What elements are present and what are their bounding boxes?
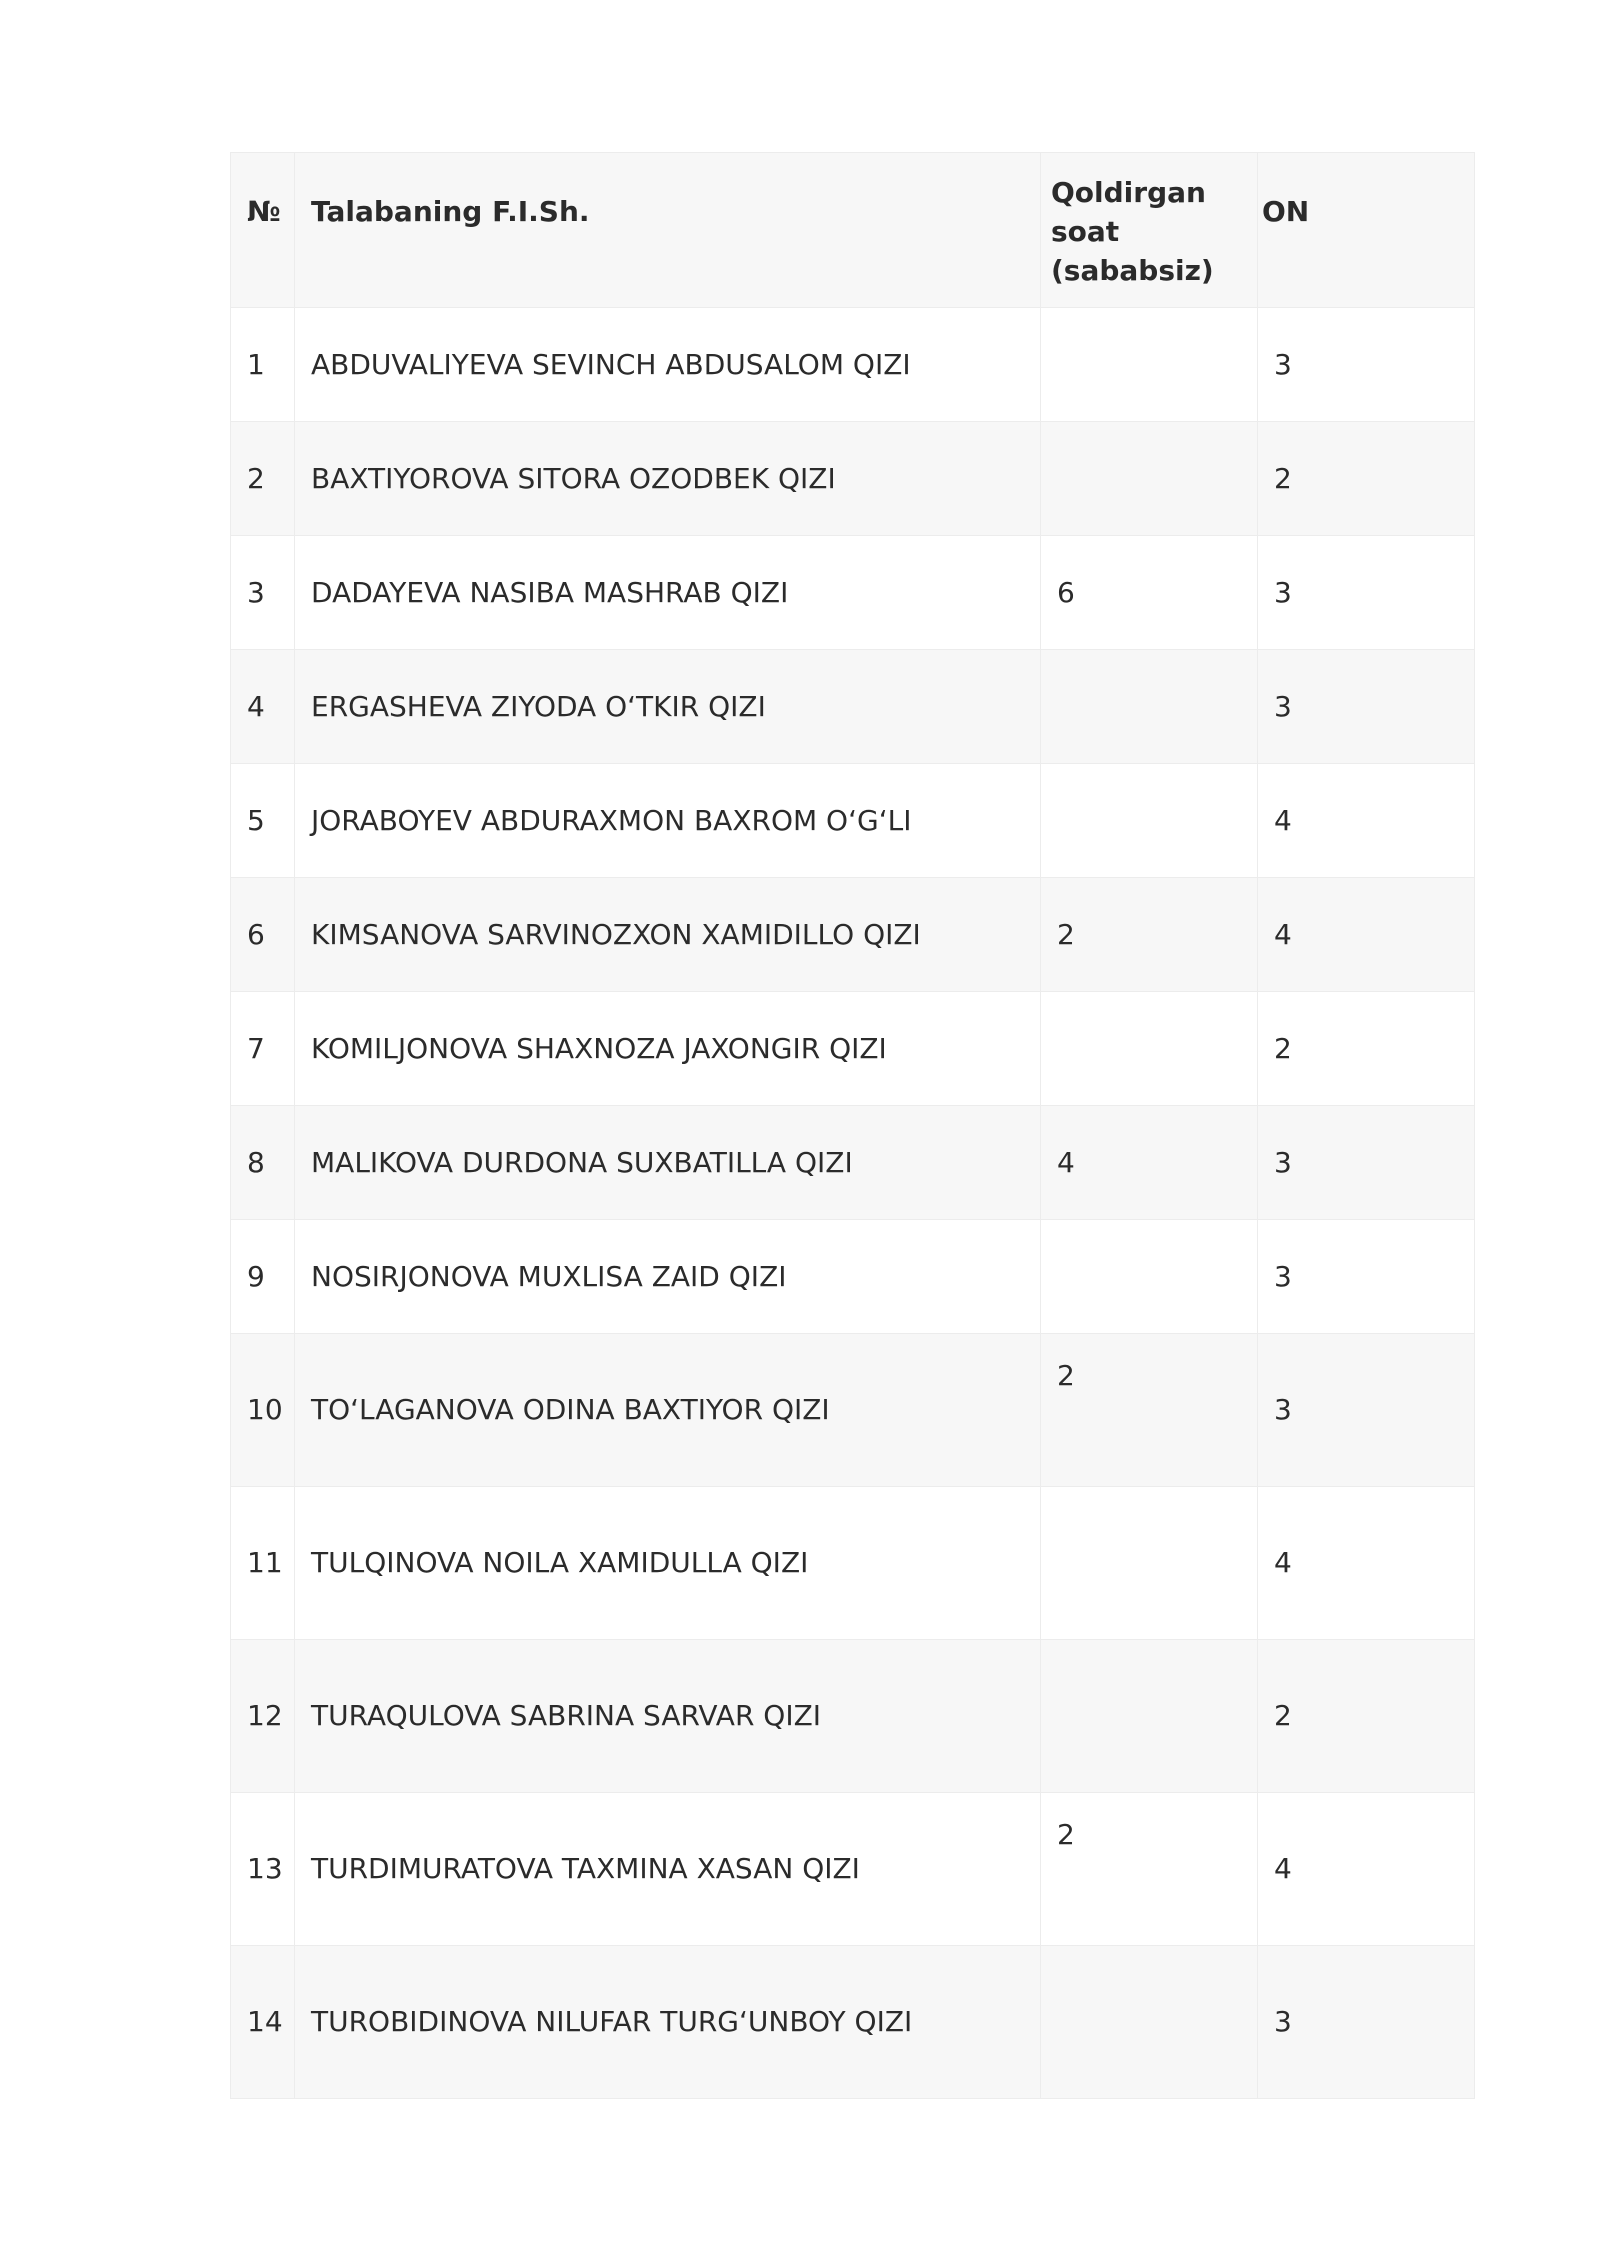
- on-score: 3: [1258, 1106, 1475, 1220]
- row-number: 9: [231, 1220, 295, 1334]
- header-missed-hours: Qoldirgan soat (sababsiz): [1041, 153, 1258, 308]
- on-score: 2: [1258, 992, 1475, 1106]
- header-row: [231, 153, 1475, 308]
- table-row: [231, 422, 1475, 536]
- missed-hours: [1041, 422, 1258, 536]
- table-row: [231, 1793, 1475, 1946]
- header-on: ON: [1258, 153, 1475, 308]
- student-name: MALIKOVA DURDONA SUXBATILLA QIZI: [295, 1106, 1041, 1220]
- missed-hours: [1041, 764, 1258, 878]
- table-body: [231, 308, 1475, 2099]
- student-name: KIMSANOVA SARVINOZXON XAMIDILLO QIZI: [295, 878, 1041, 992]
- on-score: 4: [1258, 1793, 1475, 1946]
- student-name: JORABOYEV ABDURAXMON BAXROM O‘G‘LI: [295, 764, 1041, 878]
- student-name: TURAQULOVA SABRINA SARVAR QIZI: [295, 1640, 1041, 1793]
- missed-hours: [1041, 1946, 1258, 2099]
- row-number: 13: [231, 1793, 295, 1946]
- on-score: 3: [1258, 536, 1475, 650]
- missed-hours: 6: [1041, 536, 1258, 650]
- student-name: NOSIRJONOVA MUXLISA ZAID QIZI: [295, 1220, 1041, 1334]
- missed-hours: 4: [1041, 1106, 1258, 1220]
- table-row: [231, 536, 1475, 650]
- student-name: TUROBIDINOVA NILUFAR TURG‘UNBOY QIZI: [295, 1946, 1041, 2099]
- table-row: [231, 764, 1475, 878]
- row-number: 3: [231, 536, 295, 650]
- row-number: 14: [231, 1946, 295, 2099]
- row-number: 2: [231, 422, 295, 536]
- table-header: [231, 153, 1475, 308]
- row-number: 12: [231, 1640, 295, 1793]
- student-name: TURDIMURATOVA TAXMINA XASAN QIZI: [295, 1793, 1041, 1946]
- table-row: [231, 1946, 1475, 2099]
- missed-hours: [1041, 308, 1258, 422]
- missed-hours: [1041, 1640, 1258, 1793]
- row-number: 10: [231, 1334, 295, 1487]
- on-score: 3: [1258, 1334, 1475, 1487]
- missed-hours: [1041, 1220, 1258, 1334]
- row-number: 1: [231, 308, 295, 422]
- on-score: 2: [1258, 1640, 1475, 1793]
- table-row: [231, 1220, 1475, 1334]
- table-row: [231, 650, 1475, 764]
- missed-hours: 2: [1041, 878, 1258, 992]
- student-name: ABDUVALIYEVA SEVINCH ABDUSALOM QIZI: [295, 308, 1041, 422]
- row-number: 8: [231, 1106, 295, 1220]
- on-score: 4: [1258, 878, 1475, 992]
- student-name: DADAYEVA NASIBA MASHRAB QIZI: [295, 536, 1041, 650]
- table-row: [231, 1334, 1475, 1487]
- on-score: 2: [1258, 422, 1475, 536]
- missed-hours: [1041, 992, 1258, 1106]
- on-score: 3: [1258, 1946, 1475, 2099]
- student-name: TO‘LAGANOVA ODINA BAXTIYOR QIZI: [295, 1334, 1041, 1487]
- missed-hours: 2: [1041, 1334, 1258, 1487]
- row-number: 5: [231, 764, 295, 878]
- missed-hours: 2: [1041, 1793, 1258, 1946]
- missed-hours: [1041, 1487, 1258, 1640]
- on-score: 3: [1258, 650, 1475, 764]
- header-student-name: Talabaning F.I.Sh.: [295, 153, 1041, 308]
- row-number: 11: [231, 1487, 295, 1640]
- table-row: [231, 1106, 1475, 1220]
- table-row: [231, 992, 1475, 1106]
- students-table: [230, 152, 1475, 2099]
- row-number: 4: [231, 650, 295, 764]
- on-score: 4: [1258, 1487, 1475, 1640]
- on-score: 3: [1258, 308, 1475, 422]
- row-number: 6: [231, 878, 295, 992]
- student-name: ERGASHEVA ZIYODA O‘TKIR QIZI: [295, 650, 1041, 764]
- table-row: [231, 308, 1475, 422]
- row-number: 7: [231, 992, 295, 1106]
- table-row: [231, 878, 1475, 992]
- student-name: BAXTIYOROVA SITORA OZODBEK QIZI: [295, 422, 1041, 536]
- missed-hours: [1041, 650, 1258, 764]
- on-score: 4: [1258, 764, 1475, 878]
- header-number: №: [231, 153, 295, 308]
- student-name: KOMILJONOVA SHAXNOZA JAXONGIR QIZI: [295, 992, 1041, 1106]
- table-row: [231, 1487, 1475, 1640]
- student-name: TULQINOVA NOILA XAMIDULLA QIZI: [295, 1487, 1041, 1640]
- on-score: 3: [1258, 1220, 1475, 1334]
- table-row: [231, 1640, 1475, 1793]
